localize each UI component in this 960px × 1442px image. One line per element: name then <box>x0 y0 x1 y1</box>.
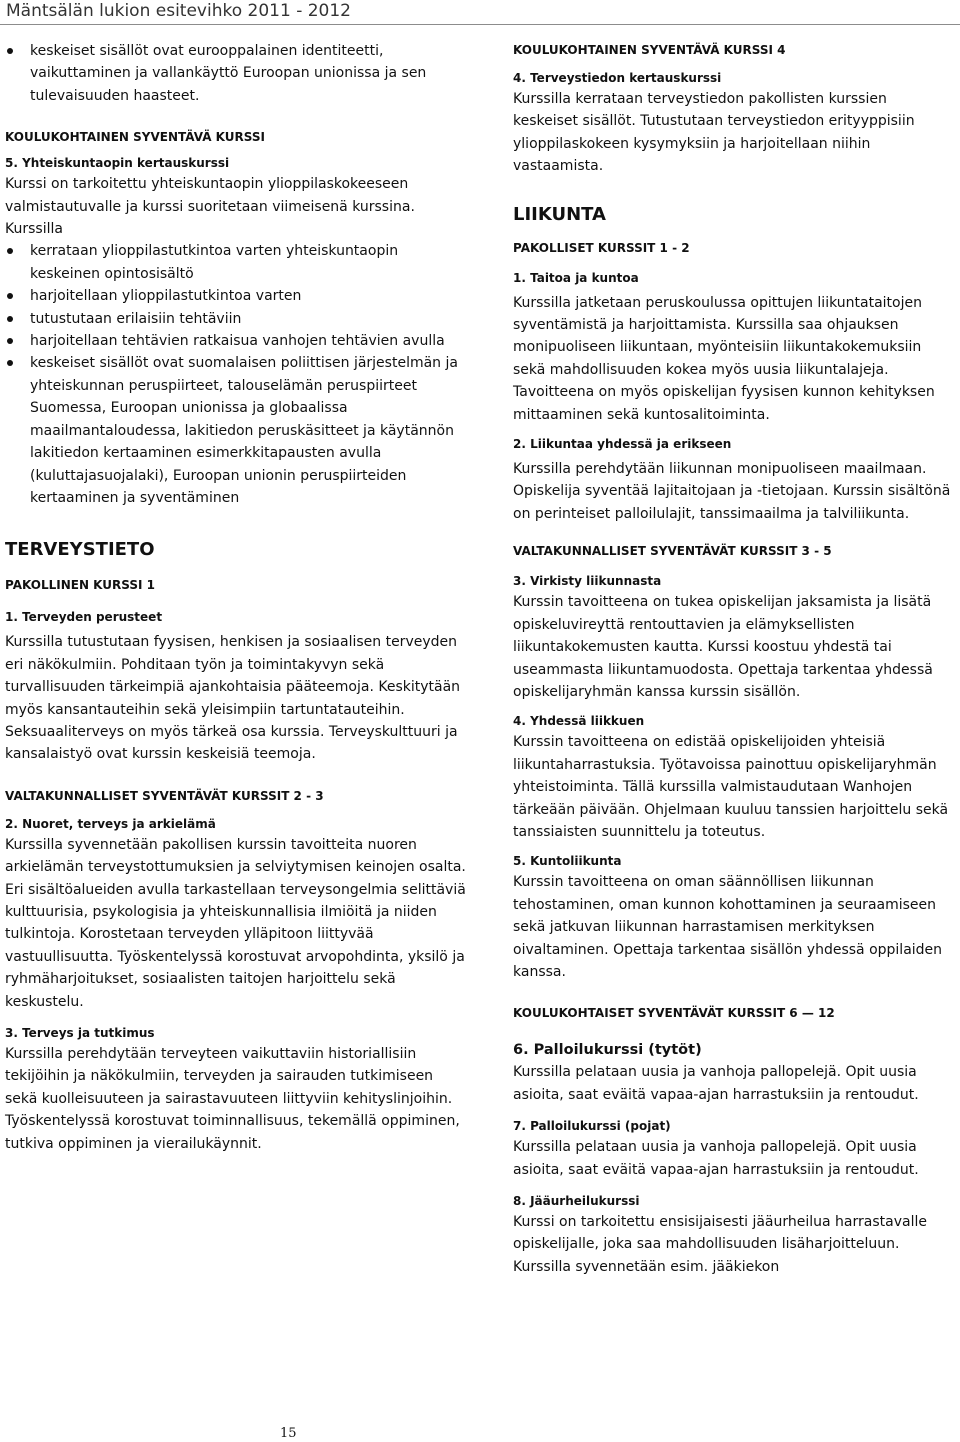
section-heading: KOULUKOHTAINEN SYVENTÄVÄ KURSSI 4 <box>513 43 786 57</box>
list-item: harjoitellaan tehtävien ratkaisua vanhojen tehtävien avulla <box>5 330 467 352</box>
page-number: 15 <box>280 1426 297 1441</box>
right-column <box>513 40 955 1278</box>
course-title: 8. Jääurheilukurssi <box>513 1194 640 1208</box>
page-header <box>0 0 960 25</box>
course-description: Kurssilla jatketaan peruskoulussa opittujen liikuntataitojen syventämistä ja harjoittamista. Kurssilla saa ohjauksen monipuoliseen liikuntaan, myönteisiin liikuntakokemuksiin sekä mahdollisuuden kokea myös uusia liikuntalajeja. Tavoitteena on myös opiskelijan fyysisen kunnon kehityksen mittaaminen sekä kuntosalitoiminta. <box>513 294 935 423</box>
section-heading: PAKOLLINEN KURSSI 1 <box>5 578 155 593</box>
list-item: keskeiset sisällöt ovat suomalaisen poliittisen järjestelmän ja yhteiskunnan peruspiirteet, talouselämän peruspiirteet Suomessa, Euroopan unionissa ja globaalissa maailmantaloudessa, lakitiedon peruskäsitteet ja käytännön lakitiedon kertaaminen esimerkkitapausten avulla (kuluttajasuojalaki), Euroopan unionin peruspiirteiden kertaaminen ja syventäminen <box>5 352 467 509</box>
subject-heading: TERVEYSTIETO <box>5 539 155 561</box>
course-title: 1. Taitoa ja kuntoa <box>513 270 639 285</box>
course-description: Kurssi on tarkoitettu yhteiskuntaopin ylioppilaskokeeseen valmistautuvalle ja kurssi suoritetaan viimeisenä kurssina. Kurssilla <box>5 176 415 238</box>
list-item: keskeiset sisällöt ovat eurooppalainen identiteetti, vaikuttaminen ja vallankäyttö Euroopan unionissa ja sen tulevaisuuden haasteet. <box>5 40 467 107</box>
list-item: tutustutaan erilaisiin tehtäviin <box>5 308 467 330</box>
left-column <box>5 40 467 1155</box>
course-title: 4. Terveystiedon kertauskurssi <box>513 71 722 85</box>
section-heading: KOULUKOHTAISET SYVENTÄVÄT KURSSIT 6 — 12 <box>513 1006 835 1021</box>
section-heading: PAKOLLISET KURSSIT 1 - 2 <box>513 240 690 255</box>
course-description: Kurssilla syvennetään pakollisen kurssin tavoitteita nuoren arkielämän terveystottumuksien ja selviytymisen keinojen osalta. Eri sisältöalueiden avulla tarkastellaan terveysongelmia selittäviä kulttuurisia, psykologisia ja yhteiskunnallisia ilmiöitä ja niiden tulkintoja. Korostetaan terveyden ylläpitoon liittyvää vastuullisuutta. Työskentelyssä korostuvat arvopohdinta, yksilö ja ryhmäharjoitukset, sosiaalisten taitojen harjoittelu sekä keskustelu. <box>5 836 466 1010</box>
course-title: 1. Terveyden perusteet <box>5 610 163 625</box>
list-item: kerrataan ylioppilastutkintoa varten yhteiskuntaopin keskeinen opintosisältö <box>5 240 467 285</box>
course-bullet-list <box>5 240 467 509</box>
course-description: Kurssilla perehdytään terveyteen vaikuttaviin historiallisiin tekijöihin ja näkökulmiin, terveyden ja sairauden tutkimiseen sekä kuolleisuuteen ja sairastavuuteen liittyviin kehityslinjoihin. Työskentelyssä korostuvat toiminnallisuus, tekemällä oppiminen, tutkiva oppiminen ja vierailukäynnit. <box>5 1046 460 1152</box>
course-description: Kurssin tavoitteena on oman säännöllisen liikunnan tehostaminen, oman kunnon kohottaminen ja seuraamiseen sekä jatkuvan liikunnan harrastamisen merkityksen oivaltaminen. Opettaja tarkentaa sisällön yhdessä oppilaiden kanssa. <box>513 874 943 980</box>
course-title: 3. Terveys ja tutkimus <box>5 1026 155 1040</box>
course-title: 5. Yhteiskuntaopin kertauskurssi <box>5 156 230 171</box>
section-heading: VALTAKUNNALLISET SYVENTÄVÄT KURSSIT 2 - 3 <box>5 788 324 803</box>
course-description: Kurssilla pelataan uusia ja vanhoja pallopelejä. Opit uusia asioita, saat eväitä vapaa-ajan harrastuksiin ja rentoudut. <box>513 1064 919 1103</box>
section-heading: KOULUKOHTAINEN SYVENTÄVÄ KURSSI <box>5 130 265 145</box>
header-title: Mäntsälän lukion esitevihko 2011 - 2012 <box>6 1 351 21</box>
course-title: 6. Palloilukurssi (tytöt) <box>513 1042 702 1059</box>
course-title: 2. Liikuntaa yhdessä ja erikseen <box>513 437 732 452</box>
section-heading: VALTAKUNNALLISET SYVENTÄVÄT KURSSIT 3 - 5 <box>513 544 832 559</box>
list-item: harjoitellaan ylioppilastutkintoa varten <box>5 285 467 307</box>
course-description: Kurssilla tutustutaan fyysisen, henkisen ja sosiaalisen terveyden eri näkökulmiin. Pohditaan työn ja toimintakyvyn sekä turvallisuuden tärkeimpiä ajankohtaisia pääteemoja. Keskitytään myös kansantauteihin sekä yleisimpiin tartuntatauteihin. Seksuaaliterveys on myös tärkeä osa kurssia. Terveyskulttuuri ja kansalaistyö ovat kurssin keskeisiä teemoja. <box>5 634 461 763</box>
course-description: Kurssin tavoitteena on edistää opiskelijoiden yhteisiä liikuntaharrastuksia. Työtavoissa painottuu opiskelijaryhmän yhteistoiminta. Tällä kurssilla valmistaudutaan Wanhojen tärkeään päivään. Ohjelmaan kuuluu tanssien harjoittelu sekä tanssiaisten suunnittelu ja toteutus. <box>513 734 949 840</box>
course-description: Kurssilla perehdytään liikunnan monipuoliseen maailmaan. Opiskelija syventää lajitaitojaan ja -tietojaan. Kurssin sisältönä on perinteiset palloilulajit, tanssimaailma ja talviliikunta. <box>513 461 951 522</box>
course-title: 2. Nuoret, terveys ja arkielämä <box>5 816 216 831</box>
course-description: Kurssilla kerrataan terveystiedon pakollisten kurssien keskeiset sisällöt. Tutustutaan terveystiedon erityyppisiin ylioppilaskokeen kysymyksiin ja harjoitellaan niihin vastaamista. <box>513 91 915 175</box>
course-title: 5. Kuntoliikunta <box>513 854 622 869</box>
subject-heading: LIIKUNTA <box>513 203 606 225</box>
course-description: Kurssilla pelataan uusia ja vanhoja pallopelejä. Opit uusia asioita, saat eväitä vapaa-ajan harrastuksiin ja rentoudut. <box>513 1139 919 1178</box>
course-description: Kurssi on tarkoitettu ensisijaisesti jääurheilua harrastavalle opiskelijalle, joka saa mahdollisuuden lisäharjoitteluun. Kurssilla syvennetään esim. jääkiekon <box>513 1214 927 1275</box>
intro-bullet-list <box>5 40 467 107</box>
course-title: 4. Yhdessä liikkuen <box>513 714 645 729</box>
course-title: 7. Palloilukurssi (pojat) <box>513 1119 671 1134</box>
course-title: 3. Virkisty liikunnasta <box>513 574 662 589</box>
course-description: Kurssin tavoitteena on tukea opiskelijan jaksamista ja lisätä opiskeluvireyttä rentouttavien ja elämyksellisten liikuntakokemusten kautta. Kurssi koostuu yhdestä tai useammasta liikuntamuodosta. Opettaja tarkentaa yhdessä opiskelijaryhmän kanssa kurssin sisällön. <box>513 594 933 700</box>
